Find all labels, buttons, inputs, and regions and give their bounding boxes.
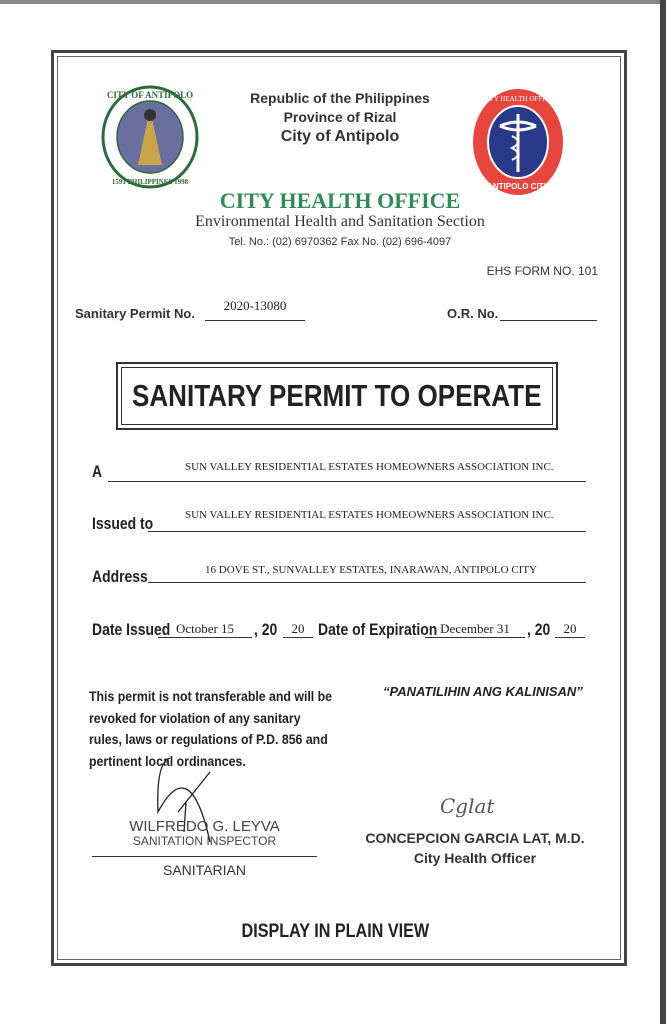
display-notice-text: DISPLAY IN PLAIN VIEW <box>241 921 429 942</box>
city-health-office-seal <box>470 86 566 198</box>
sanitarian-role: SANITARIAN <box>163 862 246 878</box>
form-number: EHS FORM NO. 101 <box>486 264 598 278</box>
year-prefix: , 20 <box>254 620 278 639</box>
expiration-label: Date of Expiration <box>318 620 438 639</box>
issued-to-label: Issued to <box>92 514 154 533</box>
issued-to-value: SUN VALLEY RESIDENTIAL ESTATES HOMEOWNERS ASSOCIATION INC. <box>185 509 554 521</box>
scan-edge <box>660 0 666 1024</box>
a-value: SUN VALLEY RESIDENTIAL ESTATES HOMEOWNERS ASSOCIATION INC. <box>185 461 554 473</box>
office-name: CITY HEALTH OFFICE <box>219 188 461 213</box>
officer-signature: Cglat <box>440 794 495 818</box>
address-value: 16 DOVE ST., SUNVALLEY ESTATES, INARAWAN, ANTIPOLO CITY <box>205 564 537 576</box>
scan-edge <box>0 0 666 4</box>
year-exp-value: 20 <box>563 621 577 636</box>
sanitarian-name: WILFREDO G. LEYVA <box>129 818 280 835</box>
expiration-value: December 31 <box>440 621 510 636</box>
header-province: Province of Rizal <box>283 109 397 125</box>
header-republic: Republic of the Philippines <box>250 90 430 106</box>
svg-text:CITY HEALTH OFFICE: CITY HEALTH OFFICE <box>482 95 554 103</box>
section-name: Environmental Health and Sanitation Section <box>195 213 485 230</box>
display-notice <box>140 921 530 943</box>
permit-no-value: 2020-13080 <box>223 298 287 313</box>
or-no-label: O.R. No. <box>447 306 499 321</box>
a-label: A <box>92 462 103 481</box>
contact-info: Tel. No.: (02) 6970362 Fax No. (02) 696-4097 <box>228 236 452 248</box>
svg-text:CITY OF ANTIPOLO: CITY OF ANTIPOLO <box>106 90 194 100</box>
officer-title: City Health Officer <box>413 850 537 866</box>
notice-text: This permit is not transferable and will be revoked for violation of any sanitary rules, laws or regulations of P.D. 856 and pertinent local ordinances. <box>89 688 333 769</box>
address-label: Address <box>92 567 148 586</box>
or-no-value <box>500 306 597 321</box>
year-issued-value: 20 <box>291 621 305 636</box>
title-box <box>121 367 553 425</box>
motto: “PANATILIHIN ANG KALINISAN” <box>383 684 583 699</box>
date-issued-value: October 15 <box>175 621 235 636</box>
permit-no-label: Sanitary Permit No. <box>75 306 195 321</box>
sanitarian-position: SANITATION INSPECTOR <box>132 834 277 848</box>
year-prefix-exp: , 20 <box>527 620 551 639</box>
city-of-antipolo-seal <box>100 85 200 190</box>
officer-name: CONCEPCION GARCIA LAT, M.D. <box>365 830 585 846</box>
svg-text:ANTIPOLO CITY: ANTIPOLO CITY <box>487 182 549 191</box>
header-city: City of Antipolo <box>280 128 400 145</box>
date-issued-label: Date Issued <box>92 620 171 639</box>
svg-text:1591 PHILIPPINES 1998: 1591 PHILIPPINES 1998 <box>111 178 189 186</box>
permit-title: SANITARY PERMIT TO OPERATE <box>132 378 542 413</box>
